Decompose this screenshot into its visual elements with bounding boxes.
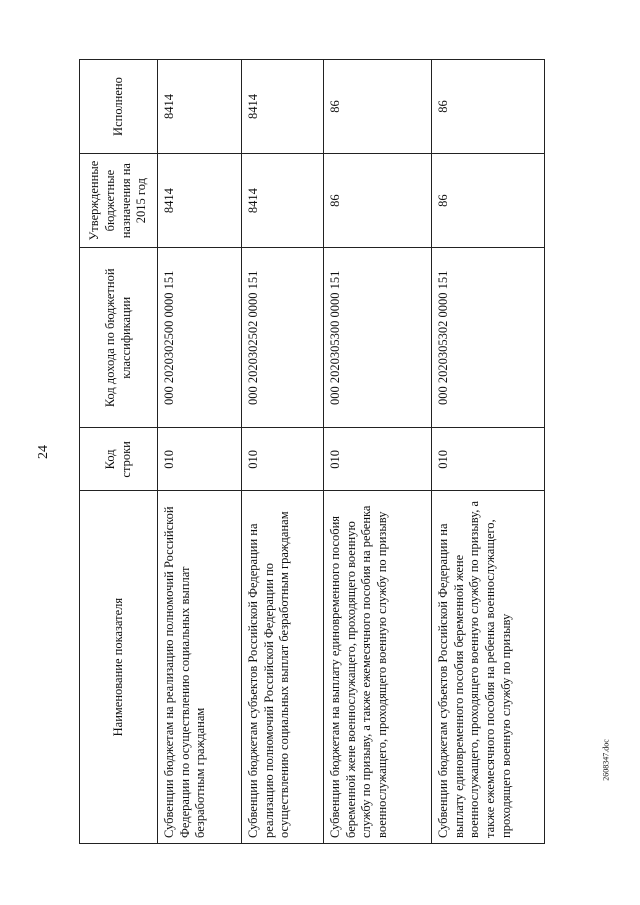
row-approved: 86 bbox=[432, 154, 545, 248]
row-name: Субвенции бюджетам субъектов Российской Федерации на выплату единовременного пособия беременной жене военнослужащего, проходящего военную службу по призыву, а также ежемесячного пособия на ребенка военнослужащего, проходящего военную службу по призыву bbox=[432, 491, 545, 844]
header-name: Наименование показателя bbox=[80, 491, 158, 844]
header-executed: Исполнено bbox=[80, 60, 158, 154]
header-approved: Утвержденные бюджетные назначения на 2015 год bbox=[80, 154, 158, 248]
row-name: Субвенции бюджетам субъектов Российской Федерации на реализацию полномочий Российской Федерации по осуществлению социальных выплат безработным гражданам bbox=[242, 491, 324, 844]
budget-table-container bbox=[79, 59, 544, 844]
row-executed: 8414 bbox=[242, 60, 324, 154]
document-filename: 2608347.doc bbox=[601, 739, 611, 781]
row-income-code: 000 2020305300 0000 151 bbox=[324, 248, 432, 428]
row-executed: 86 bbox=[432, 60, 545, 154]
header-income-code: Код дохода по бюджетной классификации bbox=[80, 248, 158, 428]
row-executed: 8414 bbox=[158, 60, 242, 154]
row-income-code: 000 2020302502 0000 151 bbox=[242, 248, 324, 428]
table-header-row bbox=[80, 60, 158, 844]
table-row bbox=[432, 60, 545, 844]
row-name: Субвенции бюджетам на реализацию полномочий Российской Федерации по осуществлению социальных выплат безработным гражданам bbox=[158, 491, 242, 844]
row-income-code: 000 2020302500 0000 151 bbox=[158, 248, 242, 428]
table-row bbox=[324, 60, 432, 844]
row-income-code: 000 2020305302 0000 151 bbox=[432, 248, 545, 428]
row-line-code: 010 bbox=[158, 428, 242, 491]
table-row bbox=[158, 60, 242, 844]
row-line-code: 010 bbox=[432, 428, 545, 491]
row-approved: 8414 bbox=[158, 154, 242, 248]
row-name: Субвенции бюджетам на выплату единовременного пособия беременной жене военнослужащего, проходящего военную службу по призыву, а также ежемесячного пособия на ребенка военнослужащего, проходящего военную службу по призыву bbox=[324, 491, 432, 844]
row-line-code: 010 bbox=[324, 428, 432, 491]
row-approved: 8414 bbox=[242, 154, 324, 248]
row-approved: 86 bbox=[324, 154, 432, 248]
row-line-code: 010 bbox=[242, 428, 324, 491]
budget-income-table bbox=[79, 59, 545, 844]
row-executed: 86 bbox=[324, 60, 432, 154]
header-line-code: Код строки bbox=[80, 428, 158, 491]
page-number: 24 bbox=[36, 445, 51, 459]
table-row bbox=[242, 60, 324, 844]
